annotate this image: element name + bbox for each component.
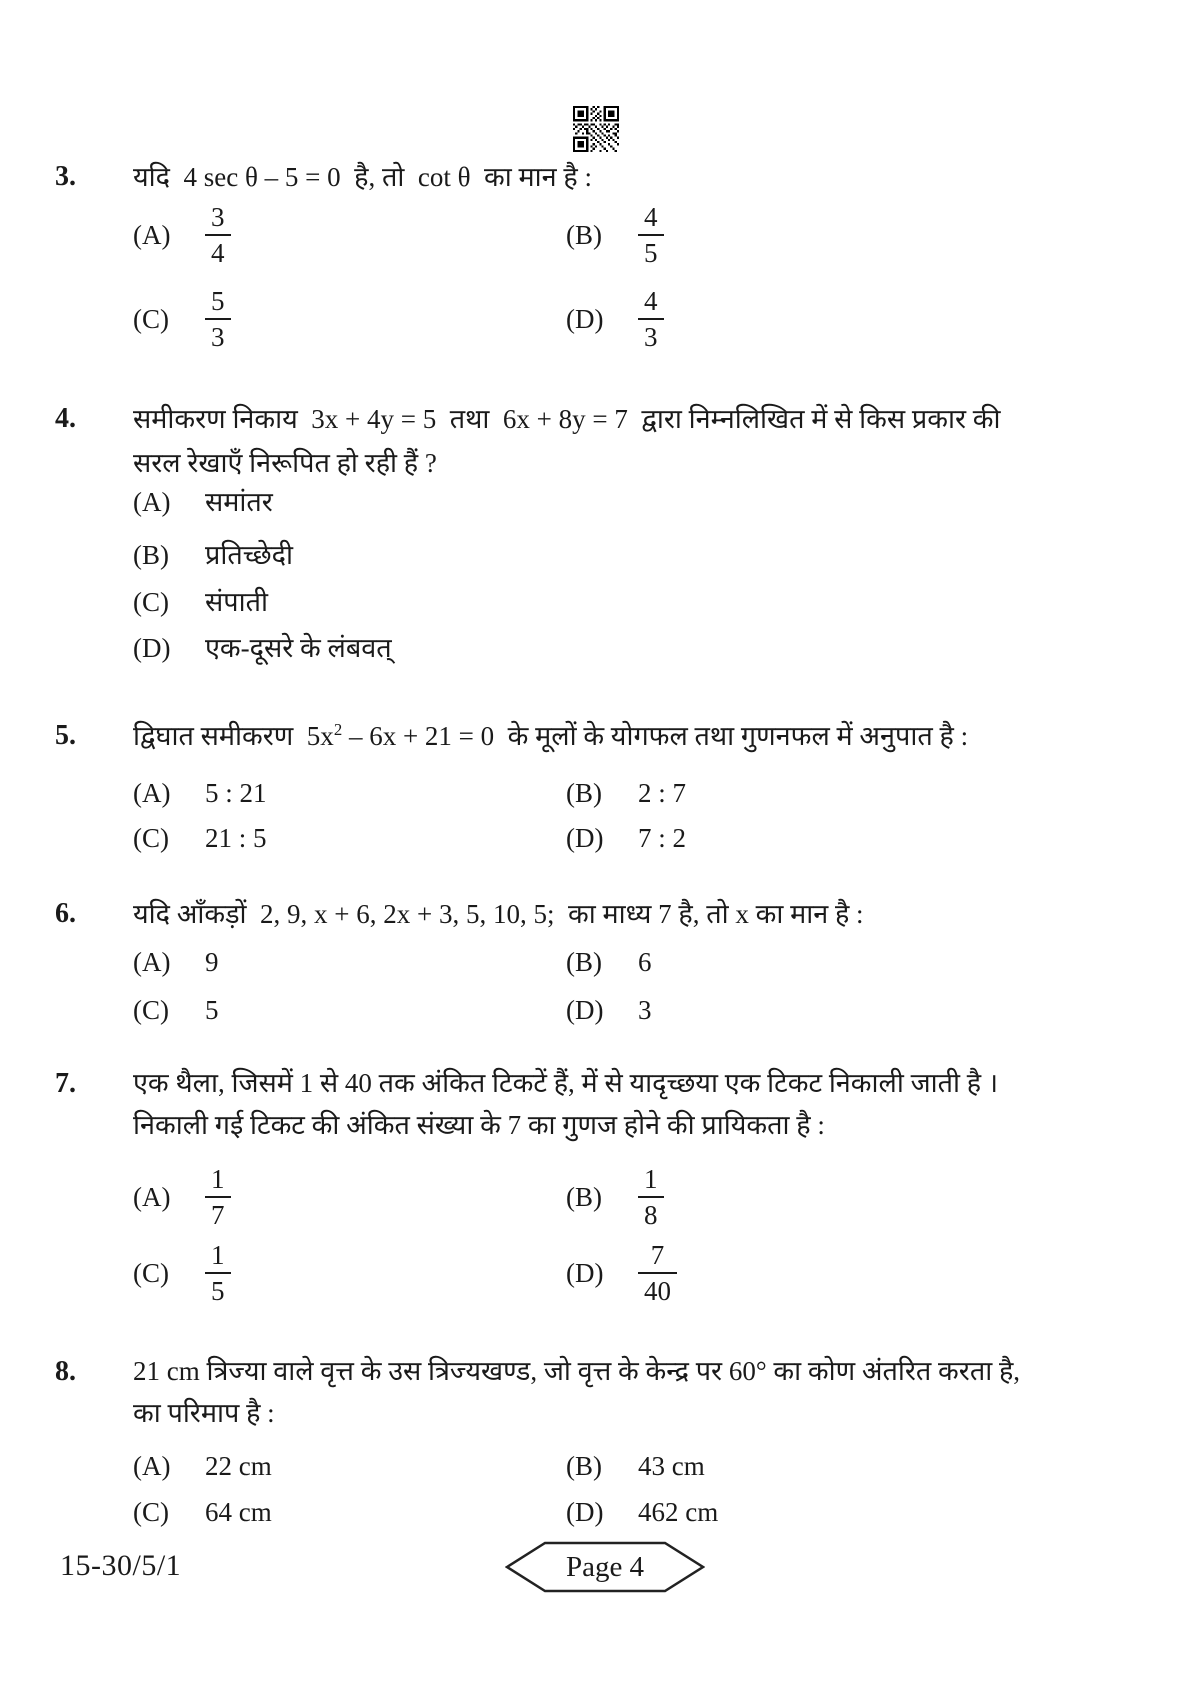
option-value: 43 cm (638, 1451, 705, 1481)
question-3-option-c (133, 286, 231, 352)
option-label: (D) (566, 304, 604, 334)
question-6-option-b (566, 944, 652, 980)
question-7-text: एक थैला, जिसमें 1 से 40 तक अंकित टिकटें हैं, में से यादृच्छया एक टिकट निकाली जाती है । निकाली गई टिकट की अंकित संख्या के 7 का गुणज होने की प्रायिकता है : (133, 1068, 1005, 1140)
question-8-option-a (133, 1448, 272, 1484)
question-5 (55, 714, 1135, 758)
option-label: (B) (133, 540, 169, 570)
fraction-value: $\frac{3}{4}$ (205, 202, 231, 268)
option-value: 21 : 5 (205, 823, 267, 853)
question-4-option-b (133, 537, 293, 573)
option-label: (B) (566, 947, 602, 977)
option-value: समांतर (205, 487, 273, 517)
qr-code (572, 106, 620, 152)
question-5-text: द्विघात समीकरण $5x^2 - 6x + 21 = 0$ के मूलों के योगफल तथा गुणनफल में अनुपात है : (133, 720, 969, 751)
option-label: (C) (133, 304, 169, 334)
option-value: 64 cm (205, 1497, 272, 1527)
option-label: (C) (133, 1258, 169, 1288)
question-4-option-d (133, 630, 392, 666)
question-7-option-d (566, 1240, 677, 1306)
question-6-option-d (566, 992, 652, 1028)
page-number-badge (505, 1540, 705, 1594)
question-7-option-b (566, 1164, 664, 1230)
question-3-option-b (566, 202, 664, 268)
option-value: 5 : 21 (205, 778, 267, 808)
page-number-label: Page 4 (565, 1550, 645, 1583)
question-5-option-c (133, 820, 267, 856)
question-3 (55, 155, 1135, 199)
option-value: संपाती (205, 587, 268, 617)
option-label: (B) (566, 778, 602, 808)
question-6-option-a (133, 944, 219, 980)
option-label: (A) (133, 487, 171, 517)
question-8-option-b (566, 1448, 705, 1484)
question-7 (55, 1062, 1135, 1146)
fraction-value: $\frac{4}{5}$ (638, 202, 664, 268)
question-5-number: 5. (55, 720, 76, 751)
fraction-value: $\frac{1}{5}$ (205, 1240, 231, 1306)
fraction-value: $\frac{7}{40}$ (638, 1240, 677, 1306)
option-label: (D) (566, 823, 604, 853)
question-6-text: यदि आँकड़ों 2, 9, x + 6, 2x + 3, 5, 10, 5; का माध्य 7 है, तो x का मान है : (133, 899, 864, 929)
option-label: (A) (133, 947, 171, 977)
option-value: 3 (638, 995, 652, 1025)
question-5-option-d (566, 820, 686, 856)
question-8-text: 21 cm त्रिज्या वाले वृत्त के उस त्रिज्यखण्ड, जो वृत्त के केन्द्र पर 60° का कोण अंतरित करता है, का परिमाप है : (133, 1356, 1027, 1428)
question-7-option-a (133, 1164, 231, 1230)
option-value: 9 (205, 947, 219, 977)
question-4-option-a (133, 484, 273, 520)
option-label: (D) (566, 995, 604, 1025)
option-value: 22 cm (205, 1451, 272, 1481)
question-7-number: 7. (55, 1068, 76, 1099)
question-3-number: 3. (55, 161, 76, 192)
question-8 (55, 1350, 1135, 1434)
question-4-number: 4. (55, 403, 76, 434)
option-label: (A) (133, 1182, 171, 1212)
option-label: (B) (566, 220, 602, 250)
paper-code: 15-30/5/1 (60, 1549, 182, 1582)
question-6-number: 6. (55, 898, 76, 929)
question-4-option-c (133, 584, 268, 620)
option-label: (C) (133, 1497, 169, 1527)
question-5-option-b (566, 775, 686, 811)
exponent: 2 (333, 720, 343, 739)
question-5-option-a (133, 775, 267, 811)
option-label: (B) (566, 1182, 602, 1212)
question-3-option-d (566, 286, 664, 352)
option-label: (D) (566, 1258, 604, 1288)
question-3-option-a (133, 202, 231, 268)
option-label: (C) (133, 587, 169, 617)
question-8-option-c (133, 1494, 272, 1530)
option-label: (D) (133, 633, 171, 663)
question-3-text: यदि 4 sec θ – 5 = 0 है, तो cot θ का मान है : (133, 162, 592, 192)
option-label: (C) (133, 995, 169, 1025)
question-8-number: 8. (55, 1356, 76, 1387)
option-label: (D) (566, 1497, 604, 1527)
option-label: (A) (133, 1451, 171, 1481)
question-6-option-c (133, 992, 219, 1028)
option-value: 462 cm (638, 1497, 719, 1527)
option-value: एक-दूसरे के लंबवत् (205, 633, 392, 663)
fraction-value: $\frac{4}{3}$ (638, 286, 664, 352)
option-value: 7 : 2 (638, 823, 687, 853)
question-8-option-d (566, 1494, 718, 1530)
fraction-value: $\frac{1}{7}$ (205, 1164, 231, 1230)
question-6 (55, 892, 1135, 936)
option-value: 6 (638, 947, 652, 977)
fraction-value: $\frac{1}{8}$ (638, 1164, 664, 1230)
fraction-value: $\frac{5}{3}$ (205, 286, 231, 352)
option-value: प्रतिच्छेदी (205, 540, 293, 570)
option-label: (A) (133, 220, 171, 250)
option-label: (C) (133, 823, 169, 853)
question-4 (55, 397, 1135, 485)
question-7-option-c (133, 1240, 231, 1306)
question-4-text: समीकरण निकाय 3x + 4y = 5 तथा 6x + 8y = 7 द्वारा निम्नलिखित में से किस प्रकार की सरल रेखाएँ निरूपित हो रही हैं ? (133, 404, 1008, 478)
option-value: 2 : 7 (638, 778, 687, 808)
option-label: (B) (566, 1451, 602, 1481)
option-label: (A) (133, 778, 171, 808)
option-value: 5 (205, 995, 219, 1025)
